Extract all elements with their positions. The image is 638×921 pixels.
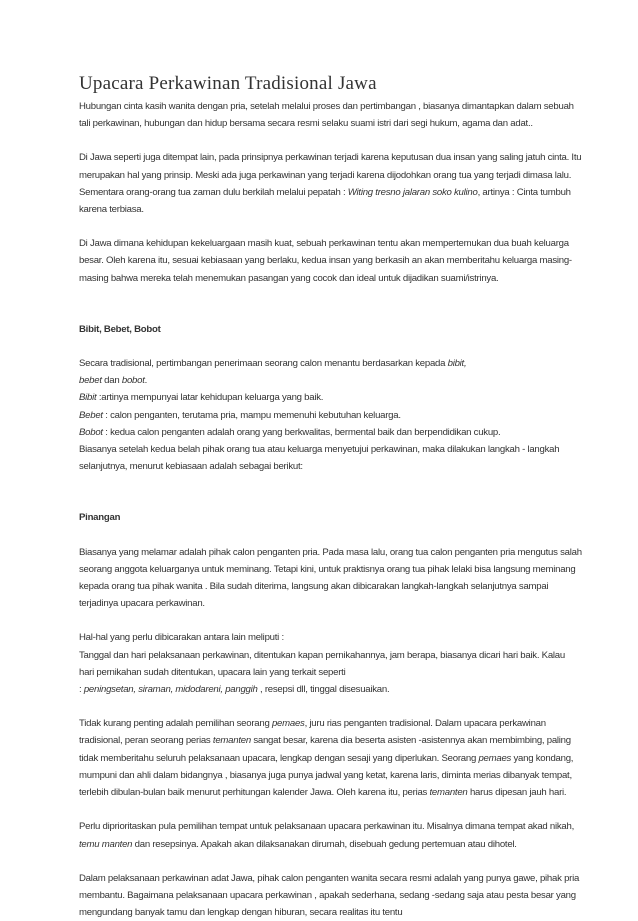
term-pemaes: pemaes [271,718,305,730]
term-bibit: bibit, [447,358,467,370]
pemaes-text-4: yang kondang, mumpuni dan ahli dalam bidangnya , biasanya juga punya jadwal yang ketat, karena laris, diminta merias dibanyak tempat, terlebih dibulan-bulan baik menurut perhitungan kalender Jawa. Oleh karena itu, perias [79,752,574,799]
bibit-conjunction: dan [101,375,122,387]
section-gap [79,492,582,509]
pemaes-text-5: harus dipesan jauh hari. [467,787,567,799]
term-pemaes-2: pemaes [478,752,512,764]
pinangan-paragraph-2 [79,629,582,698]
intro-paragraph-1: Hubungan cinta kasih wanita dengan pria, setelah melalui proses dan pertimbangan , biasanya dimantapkan dalam sebuah tali perkawinan, hubungan dan hidup bersama secara resmi selaku suami istri dari segi hukum, agama dan adat.. [79,101,574,130]
pinangan-p2-tail: , resepsi dll, tinggal disesuaikan. [257,684,390,696]
pepatah-quote: Witing tresno jalaran soko kulino [347,186,478,198]
page-title: Upacara Perkawinan Tradisional Jawa [79,73,377,94]
pinangan-paragraph-5: Dalam pelaksanaan perkawinan adat Jawa, pihak calon penganten wanita secara resmi adalah yang punya gawe, pihak pria membantu. Bagaimana pelaksanaan upacara perkawinan , apakah sederhana, sedang -sedang saja atau pesta besar yang mengundang banyak tamu dan lengkap dengan hiburan, secara realitas itu tentu [79,872,580,919]
ceremony-list: peningsetan, siraman, midodareni, panggih [83,684,258,696]
def-bobot-text: : kedua calon penganten adalah orang yang berkwalitas, bermental baik dan berpendidikan cukup. [102,426,501,438]
def-bebet-text: : calon penganten, terutama pria, mampu memenuhi kebutuhan keluarga. [102,409,401,421]
term-temu-manten: temu manten [79,838,133,850]
pinangan-p2-lead: Hal-hal yang perlu dibicarakan antara lain meliputi : [79,632,284,644]
venue-text-2: dan resepsinya. Apakah akan dilaksanakan dirumah, disebuah gedung pertemuan atau dihotel. [132,838,517,850]
def-bobot-term: Bobot [79,426,103,438]
def-bebet-term: Bebet [79,409,103,421]
term-bobot: bobot [121,375,145,387]
term-temanten-2: temanten [429,787,468,799]
intro-paragraph-2-tail: , artinya : Cinta tumbuh karena terbiasa. [79,186,571,216]
venue-text-1: Perlu diprioritaskan pula pemilihan tempat untuk pelaksanaan upacara perkawinan itu. Misalnya dimana tempat akad nikah, [79,821,575,833]
pemaes-text-1: Tidak kurang penting adalah pemilihan seorang [79,718,272,730]
pinangan-p2-colon: : [79,684,84,696]
intro-paragraph-2 [79,149,582,218]
pinangan-paragraph-3 [79,715,582,801]
bibit-paragraph [79,355,582,475]
intro-paragraph-2-text: Di Jawa seperti juga ditempat lain, pada prinsipnya perkawinan terjadi karena keputusan dua insan yang saling jatuh cinta. Itu merupakan hal yang prinsip. Meski ada juga perkawinan yang terjadi karena dijodohkan orang tua yang terjadi dimasa lalu. Sementara orang-orang tua zaman dulu berkilah melalui pepatah : [79,152,582,198]
term-temanten: temanten [212,735,251,747]
term-bebet: bebet [79,375,102,387]
pemaes-text-2: , juru rias penganten tradisional. Dalam upacara perkawinan tradisional, peran seorang perias [79,718,546,747]
section-gap [79,304,582,321]
pinangan-paragraph-4 [79,818,582,852]
pinangan-paragraph-1: Biasanya yang melamar adalah pihak calon penganten pria. Pada masa lalu, orang tua calon penganten pria mengutus salah seorang anggota keluarganya untuk meminang. Tetapi kini, untuk praktisnya orang tua pihak lelaki bisa langsung meminang kepada orang tua pihak wanita . Bila sudah diterima, langsung akan dibicarakan langkah-langkah selanjutnya sampai terjadinya upacara perkawinan. [79,546,582,610]
bibit-intro-text: Secara tradisional, pertimbangan penerimaan seorang calon menantu berdasarkan kepada [79,358,448,370]
bibit-period: . [144,375,148,387]
section-heading-bibit: Bibit, Bebet, Bobot [79,323,161,335]
pemaes-text-3: sangat besar, karena dia beserta asisten -asistennya akan membimbing, paling tidak memberitahu seluruh pelaksanaan upacara, lengkap dengan sesaji yang diperlukan. Seorang [79,735,571,764]
section-heading-pinangan: Pinangan [79,512,121,524]
intro-paragraph-3: Di Jawa dimana kehidupan kekeluargaan masih kuat, sebuah perkawinan tentu akan mempertemukan dua buah keluarga besar. Oleh karena itu, sesuai kebiasaan yang berlaku, kedua insan yang berkasih an akan memberitahu keluarga masing-masing bahwa mereka telah menemukan pasangan yang cocok dan ideal untuk dijadikan suami/istrinya. [79,238,572,284]
bibit-followup-text: Biasanya setelah kedua belah pihak orang tua atau keluarga menyetujui perkawinan, maka dilakukan langkah - langkah selanjutnya, menurut kebiasaan adalah sebagai berikut: [79,444,560,473]
pinangan-p2-text: Tanggal dan hari pelaksanaan perkawinan, ditentukan kapan pernikahannya, jam berapa, biasanya dicari hari baik. Kalau hari pernikahan sudah ditentukan, upacara lain yang terkait seperti [79,649,565,678]
def-bibit-term: Bibit [79,392,97,404]
def-bibit-text: :artinya mempunyai latar kehidupan keluarga yang baik. [96,392,324,404]
